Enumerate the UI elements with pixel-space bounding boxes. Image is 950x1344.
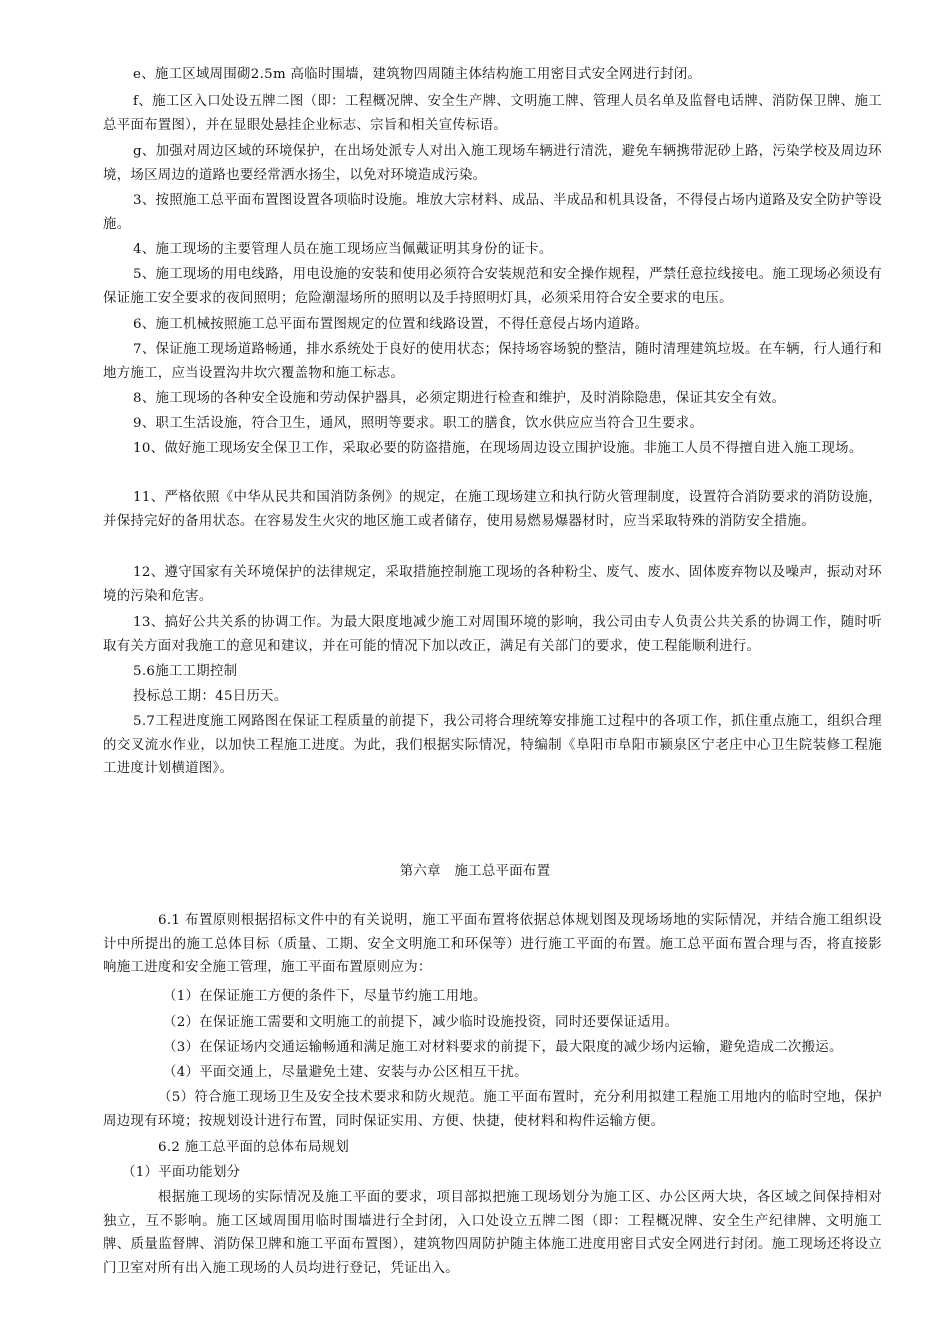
principle-item-1: （1）在保证施工方便的条件下，尽量节约施工用地。 — [163, 989, 487, 1004]
paragraph-e-fence: e、施工区域周围砌2.5m 高临时围墙，建筑物四周随主体结构施工用密目式安全网进行封闭。 — [133, 67, 702, 82]
paragraph-4-id-cards: 4、施工现场的主要管理人员在施工现场应当佩戴证明其身份的证卡。 — [133, 242, 553, 257]
paragraph-7-roads: 7、保证施工现场道路畅通，排水系统处于良好的使用状态；保持场容场貌的整洁，随时清理建筑垃圾。在车辆，行人通行和地方施工，应当设置沟井坎穴覆盖物和施工标志。 — [103, 342, 882, 381]
paragraph-3-temporary-facilities: 3、按照施工总平面布置图设置各项临时设施。堆放大宗材料、成品、半成品和机具设备，不得侵占场内道路及安全防护等设施。 — [103, 193, 882, 232]
paragraph-g-environment: g、加强对周边区域的环境保护，在出场处派专人对出入施工现场车辆进行清洗，避免车辆携带泥砂上路，污染学校及周边环境，场区周边的道路也要经常洒水扬尘，以免对环境造成污染。 — [103, 144, 882, 183]
paragraph-13-public-relations: 13、搞好公共关系的协调工作。为最大限度地减少施工对周围环境的影响，我公司由专人负责公共关系的协调工作，随时听取有关方面对我施工的意见和建议，并在可能的情况下加以改正，满足有关部门的要求，使工程能顺利进行。 — [103, 615, 882, 654]
paragraph-f-signboards: f、施工区入口处设五牌二图（即：工程概况牌、安全生产牌、文明施工牌、管理人员名单及监督电话牌、消防保卫牌、施工总平面布置图），并在显眼处悬挂企业标志、宗旨和相关宣传标语。 — [103, 94, 882, 133]
section-6-2-heading: 6.2 施工总平面的总体布局规划 — [158, 1140, 350, 1155]
principle-item-2: （2）在保证施工需要和文明施工的前提下，减少临时设施投资，同时还要保证适用。 — [163, 1015, 679, 1030]
paragraph-total-duration: 投标总工期：45日历天。 — [133, 689, 288, 704]
paragraph-10-security: 10、做好施工现场安全保卫工作，采取必要的防盗措施，在现场周边设立围护设施。非施工人员不得擅自进入施工现场。 — [133, 441, 863, 456]
paragraph-9-living-facilities: 9、职工生活设施，符合卫生，通风，照明等要求。职工的膳食，饮水供应应当符合卫生要求。 — [133, 416, 704, 431]
section-5-6-heading: 5.6施工工期控制 — [133, 664, 238, 679]
paragraph-6-1-principles: 6.1 布置原则根据招标文件中的有关说明，施工平面布置将依据总体规划图及现场场地的实际情况，并结合施工组织设计中所提出的施工总体目标（质量、工期、安全文明施工和环保等）进行施工平面的布置。施工总平面布置合理与否，将直接影响施工进度和安全施工管理，施工平面布置原则应为： — [103, 913, 882, 976]
chapter-title: 第六章 施工总平面布置 — [399, 864, 551, 879]
principle-item-4: （4）平面交通上，尽量避免土建、安装与办公区相互干扰。 — [163, 1065, 528, 1080]
paragraph-8-safety-equipment: 8、施工现场的各种安全设施和劳动保护器具，必须定期进行检查和维护，及时消除隐患，保证其安全有效。 — [133, 391, 786, 406]
paragraph-5-electricity: 5、施工现场的用电线路，用电设施的安装和使用必须符合安装规范和安全操作规程，严禁任意拉线接电。施工现场必须设有保证施工安全要求的夜间照明；危险潮湿场所的照明以及手持照明灯具，必须采用符合安全要求的电压。 — [103, 267, 882, 306]
principle-item-5: （5）符合施工现场卫生及安全技术要求和防火规范。施工平面布置时，充分利用拟建工程施工用地内的临时空地，保护周边现有环境；按规划设计进行布置，同时保证实用、方便、快捷，使材料和构件运输方便。 — [103, 1090, 882, 1129]
paragraph-11-fire: 11、严格依照《中华从民共和国消防条例》的规定，在施工现场建立和执行防火管理制度，设置符合消防要求的消防设施，并保持完好的备用状态。在容易发生火灾的地区施工或者储存，使用易燃易爆器材时，应当采取特殊的消防安全措施。 — [103, 490, 882, 529]
paragraph-6-machinery: 6、施工机械按照施工总平面布置图规定的位置和线路设置，不得任意侵占场内道路。 — [133, 317, 649, 332]
paragraph-functional-division: 根据施工现场的实际情况及施工平面的要求，项目部拟把施工现场划分为施工区、办公区两大块，各区域之间保持相对独立，互不影响。施工区域周围用临时围墙进行全封闭，入口处设立五牌二图（即：工程概况牌、安全生产纪律牌、文明施工牌、质量监督牌、消防保卫牌和施工平面布置图），建筑物四周防护随主体施工进度用密目式安全网进行封闭。施工现场还将设立门卫室对所有出入施工现场的人员均进行登记，凭证出入。 — [103, 1190, 882, 1276]
principle-item-3: （3）在保证场内交通运输畅通和满足施工对材料要求的前提下，最大限度的减少场内运输，避免造成二次搬运。 — [163, 1040, 843, 1055]
paragraph-12-environmental-law: 12、遵守国家有关环境保护的法律规定，采取措施控制施工现场的各种粉尘、废气、废水、固体废弃物以及噪声，振动对环境的污染和危害。 — [103, 565, 882, 604]
functional-division-heading: （1）平面功能划分 — [122, 1165, 241, 1180]
paragraph-5-7-schedule: 5.7工程进度施工网路图在保证工程质量的前提下，我公司将合理统筹安排施工过程中的各项工作，抓住重点施工，组织合理的交叉流水作业，以加快工程施工进度。为此，我们根据实际情况，特编制《阜阳市阜阳市颍泉区宁老庄中心卫生院装修工程施工进度计划横道图》。 — [103, 714, 882, 777]
